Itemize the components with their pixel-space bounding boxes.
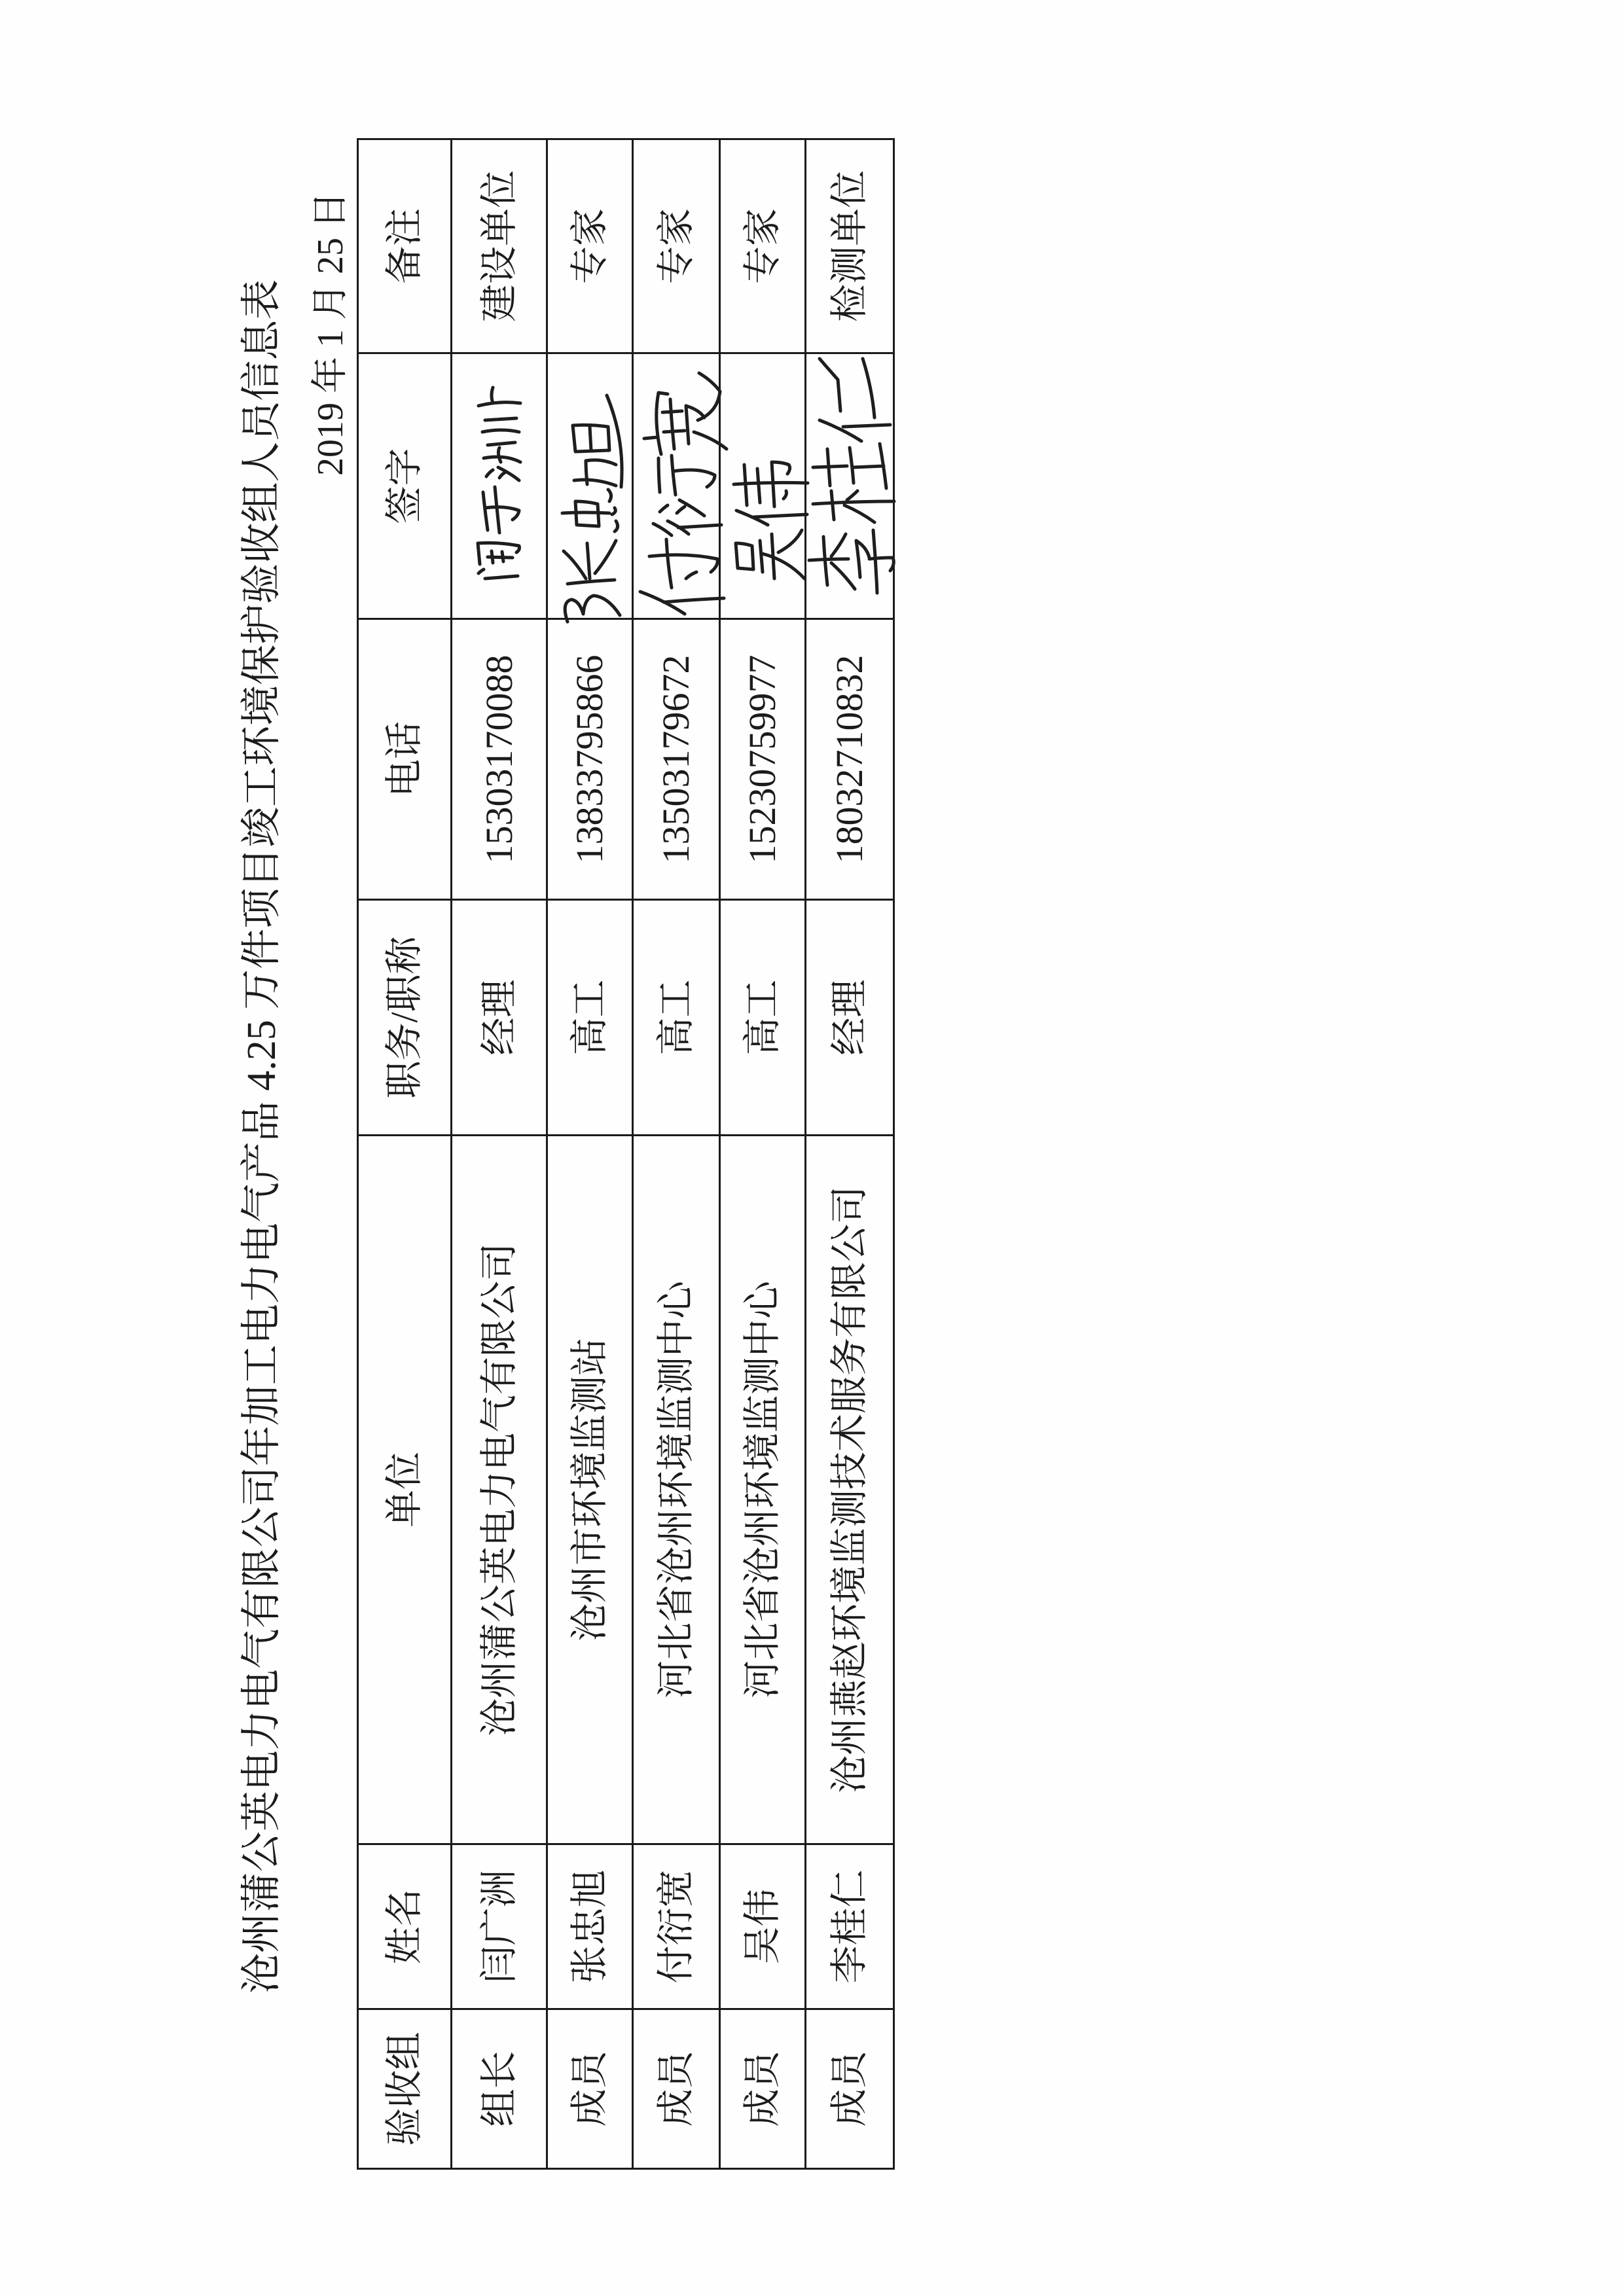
signature-strokes: [478, 388, 520, 579]
cell-phone: 18032710832: [806, 619, 894, 900]
header-unit: 单位: [358, 1136, 452, 1844]
signature-strokes: [562, 396, 622, 622]
cell-name: 李桂仁: [806, 1844, 894, 2009]
header-signature: 签字: [358, 353, 452, 619]
cell-unit: 河北省沧州环境监测中心: [720, 1136, 806, 1844]
cell-remark: 专家: [720, 139, 806, 353]
cell-phone: 15303170088: [452, 619, 547, 900]
cell-unit: 沧州燕赵环境监测技术服务有限公司: [806, 1136, 894, 1844]
table-row: [633, 139, 720, 2169]
signature-strokes: [640, 374, 727, 615]
signature-strokes: [734, 463, 808, 579]
cell-remark: 检测单位: [806, 139, 894, 353]
cell-unit: 沧州蒲公英电力电气有限公司: [452, 1136, 547, 1844]
cell-name: 张忠旭: [547, 1844, 633, 2009]
table-row: [806, 139, 894, 2169]
table-header-row: [358, 139, 452, 2169]
table-row: [547, 139, 633, 2169]
cell-signature: [633, 353, 720, 619]
cell-remark: 建设单位: [452, 139, 547, 353]
cell-unit: 沧州市环境监测站: [547, 1136, 633, 1844]
cell-signature: [806, 353, 894, 619]
cell-phone: 13503179672: [633, 619, 720, 900]
cell-name: 吴伟: [720, 1844, 806, 2009]
cell-position: 高工: [633, 900, 720, 1136]
header-phone: 电话: [358, 619, 452, 900]
handwritten-signature: [549, 355, 631, 617]
cell-position: 高工: [720, 900, 806, 1136]
table-row: [720, 139, 806, 2169]
cell-remark: 专家: [547, 139, 633, 353]
cell-group-role: 成员: [720, 2009, 806, 2169]
cell-group-role: 成员: [806, 2009, 894, 2169]
header-group-role: 验收组: [358, 2009, 452, 2169]
table-row: [452, 139, 547, 2169]
cell-group-role: 组长: [452, 2009, 547, 2169]
cell-name: 付衍宽: [633, 1844, 720, 2009]
header-remark: 备注: [358, 139, 452, 353]
cell-position: 高工: [547, 900, 633, 1136]
cell-name: 闫广洲: [452, 1844, 547, 2009]
handwritten-signature: [808, 355, 892, 617]
cell-phone: 13833795866: [547, 619, 633, 900]
cell-signature: [452, 353, 547, 619]
handwritten-signature: [635, 355, 718, 617]
cell-position: 经理: [452, 900, 547, 1136]
signature-strokes: [809, 359, 894, 594]
acceptance-team-table: [357, 138, 895, 2170]
handwritten-signature: [454, 355, 545, 617]
cell-phone: 15230759977: [720, 619, 806, 900]
header-position: 职务/职称: [358, 900, 452, 1136]
handwritten-signature: [722, 355, 804, 617]
cell-position: 经理: [806, 900, 894, 1136]
document-title: 沧州蒲公英电力电气有限公司年加工电力电气产品 4.25 万件项目竣工环境保护验收组人员信息表: [240, 279, 284, 1994]
header-name: 姓名: [358, 1844, 452, 2009]
document-date: 2019 年 1 月 25 日: [310, 192, 351, 476]
cell-signature: [547, 353, 633, 619]
cell-group-role: 成员: [547, 2009, 633, 2169]
cell-unit: 河北省沧州环境监测中心: [633, 1136, 720, 1844]
cell-signature: [720, 353, 806, 619]
cell-remark: 专家: [633, 139, 720, 353]
cell-group-role: 成员: [633, 2009, 720, 2169]
